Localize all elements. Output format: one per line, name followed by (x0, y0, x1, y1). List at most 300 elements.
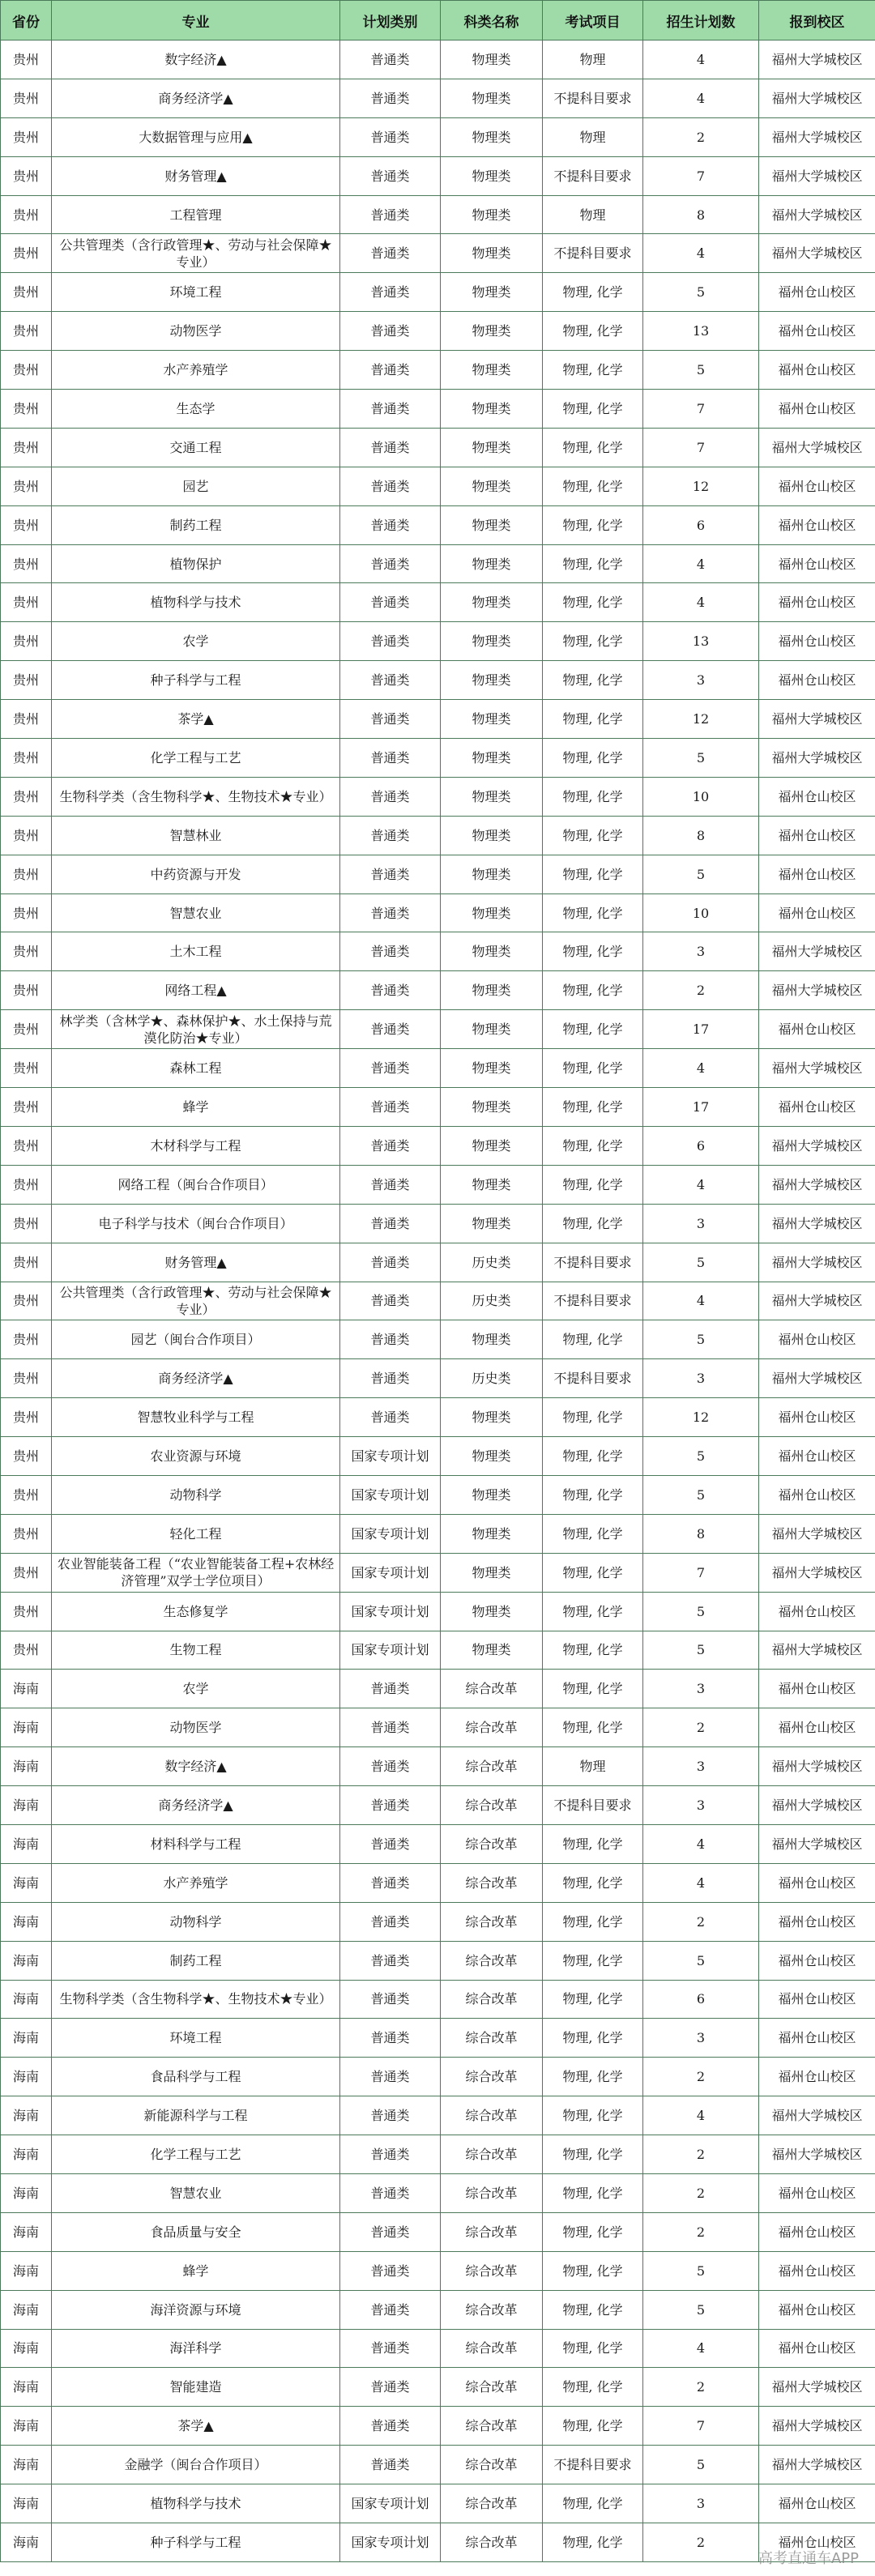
cell-subject-category: 物理类 (441, 855, 543, 893)
cell-province: 贵州 (1, 1088, 52, 1127)
cell-campus: 福州大学城校区 (759, 1359, 875, 1398)
table-row (1, 2290, 875, 2329)
cell-campus: 福州大学城校区 (759, 2135, 875, 2174)
cell-campus: 福州仓山校区 (759, 2290, 875, 2329)
cell-campus: 福州仓山校区 (759, 2523, 875, 2562)
cell-campus: 福州大学城校区 (759, 1049, 875, 1088)
cell-subject-category: 物理类 (441, 1088, 543, 1127)
cell-major: 财务管理▲ (52, 156, 340, 195)
cell-campus: 福州大学城校区 (759, 1126, 875, 1165)
cell-province: 贵州 (1, 390, 52, 429)
cell-exam-subjects: 物理 (543, 41, 643, 79)
table-row (1, 195, 875, 234)
cell-enrollment-count: 4 (643, 1049, 759, 1088)
table-row (1, 1941, 875, 1980)
cell-campus: 福州仓山校区 (759, 2251, 875, 2290)
cell-enrollment-count: 3 (643, 661, 759, 700)
cell-major: 生物科学类（含生物科学★、生物技术★专业） (52, 1980, 340, 2019)
cell-major: 动物科学 (52, 1902, 340, 1941)
cell-enrollment-count: 10 (643, 777, 759, 816)
cell-enrollment-count: 12 (643, 467, 759, 505)
cell-exam-subjects: 物理, 化学 (543, 1863, 643, 1902)
cell-campus: 福州仓山校区 (759, 1708, 875, 1747)
cell-major: 工程管理 (52, 195, 340, 234)
table-row (1, 1475, 875, 1514)
cell-enrollment-count: 3 (643, 932, 759, 971)
cell-enrollment-count: 5 (643, 1631, 759, 1670)
cell-subject-category: 综合改革 (441, 2058, 543, 2096)
cell-exam-subjects: 物理, 化学 (543, 583, 643, 622)
cell-exam-subjects: 物理, 化学 (543, 622, 643, 661)
cell-plan-type: 普通类 (340, 1359, 441, 1398)
cell-campus: 福州大学城校区 (759, 1243, 875, 1282)
cell-province: 贵州 (1, 312, 52, 351)
cell-province: 贵州 (1, 428, 52, 467)
cell-subject-category: 物理类 (441, 816, 543, 855)
table-row (1, 234, 875, 273)
cell-enrollment-count: 4 (643, 1165, 759, 1204)
cell-plan-type: 普通类 (340, 2290, 441, 2329)
cell-exam-subjects: 物理, 化学 (543, 739, 643, 778)
cell-campus: 福州仓山校区 (759, 893, 875, 932)
cell-exam-subjects: 物理, 化学 (543, 777, 643, 816)
cell-major: 商务经济学▲ (52, 79, 340, 117)
cell-plan-type: 普通类 (340, 234, 441, 273)
cell-campus: 福州仓山校区 (759, 816, 875, 855)
cell-subject-category: 物理类 (441, 467, 543, 505)
cell-province: 贵州 (1, 1592, 52, 1631)
cell-plan-type: 普通类 (340, 583, 441, 622)
cell-subject-category: 综合改革 (441, 2135, 543, 2174)
cell-subject-category: 综合改革 (441, 2212, 543, 2251)
cell-exam-subjects: 物理, 化学 (543, 661, 643, 700)
cell-major: 动物科学 (52, 1475, 340, 1514)
cell-enrollment-count: 4 (643, 79, 759, 117)
cell-major: 数字经济▲ (52, 1747, 340, 1786)
cell-major: 土木工程 (52, 932, 340, 971)
cell-subject-category: 物理类 (441, 739, 543, 778)
cell-plan-type: 普通类 (340, 1165, 441, 1204)
cell-campus: 福州大学城校区 (759, 1553, 875, 1592)
table-row (1, 79, 875, 117)
cell-subject-category: 综合改革 (441, 2523, 543, 2562)
cell-province: 贵州 (1, 1359, 52, 1398)
cell-campus: 福州大学城校区 (759, 932, 875, 971)
cell-plan-type: 普通类 (340, 156, 441, 195)
cell-subject-category: 综合改革 (441, 1902, 543, 1941)
table-row (1, 1863, 875, 1902)
cell-province: 海南 (1, 2407, 52, 2446)
cell-campus: 福州仓山校区 (759, 312, 875, 351)
cell-subject-category: 物理类 (441, 1126, 543, 1165)
cell-campus: 福州大学城校区 (759, 971, 875, 1010)
cell-exam-subjects: 物理, 化学 (543, 505, 643, 544)
cell-plan-type: 普通类 (340, 273, 441, 312)
cell-major: 林学类（含林学★、森林保护★、水土保持与荒漠化防治★专业） (52, 1010, 340, 1049)
cell-province: 海南 (1, 1863, 52, 1902)
cell-major: 生物科学类（含生物科学★、生物技术★专业） (52, 777, 340, 816)
table-row (1, 816, 875, 855)
table-row (1, 1359, 875, 1398)
cell-plan-type: 国家专项计划 (340, 2484, 441, 2523)
header-subject-category: 科类名称 (441, 1, 543, 41)
cell-enrollment-count: 7 (643, 428, 759, 467)
cell-major: 公共管理类（含行政管理★、劳动与社会保障★专业） (52, 234, 340, 273)
cell-campus: 福州大学城校区 (759, 1747, 875, 1786)
cell-enrollment-count: 2 (643, 1902, 759, 1941)
cell-plan-type: 普通类 (340, 971, 441, 1010)
cell-plan-type: 普通类 (340, 2368, 441, 2407)
cell-enrollment-count: 4 (643, 1282, 759, 1320)
cell-enrollment-count: 5 (643, 739, 759, 778)
cell-campus: 福州仓山校区 (759, 2484, 875, 2523)
cell-exam-subjects: 物理, 化学 (543, 1592, 643, 1631)
cell-subject-category: 物理类 (441, 428, 543, 467)
cell-subject-category: 物理类 (441, 312, 543, 351)
cell-province: 贵州 (1, 739, 52, 778)
cell-subject-category: 物理类 (441, 1631, 543, 1670)
cell-exam-subjects: 物理 (543, 1747, 643, 1786)
cell-plan-type: 普通类 (340, 1863, 441, 1902)
cell-enrollment-count: 7 (643, 390, 759, 429)
cell-province: 贵州 (1, 544, 52, 583)
cell-major: 金融学（闽台合作项目） (52, 2446, 340, 2484)
cell-plan-type: 普通类 (340, 2019, 441, 2058)
cell-exam-subjects: 不提科目要求 (543, 234, 643, 273)
cell-subject-category: 综合改革 (441, 1824, 543, 1863)
cell-subject-category: 物理类 (441, 156, 543, 195)
table-body (1, 41, 875, 2562)
cell-subject-category: 物理类 (441, 1165, 543, 1204)
cell-enrollment-count: 3 (643, 2484, 759, 2523)
cell-exam-subjects: 物理, 化学 (543, 2329, 643, 2368)
cell-campus: 福州仓山校区 (759, 2058, 875, 2096)
cell-enrollment-count: 2 (643, 2523, 759, 2562)
cell-province: 贵州 (1, 273, 52, 312)
cell-province: 贵州 (1, 467, 52, 505)
cell-province: 贵州 (1, 1049, 52, 1088)
cell-campus: 福州仓山校区 (759, 1010, 875, 1049)
cell-campus: 福州大学城校区 (759, 117, 875, 156)
cell-subject-category: 综合改革 (441, 2446, 543, 2484)
cell-subject-category: 综合改革 (441, 1863, 543, 1902)
table-row (1, 1320, 875, 1359)
cell-plan-type: 普通类 (340, 932, 441, 971)
cell-campus: 福州仓山校区 (759, 661, 875, 700)
cell-major: 网络工程（闽台合作项目） (52, 1165, 340, 1204)
table-row (1, 2407, 875, 2446)
cell-plan-type: 普通类 (340, 544, 441, 583)
cell-campus: 福州大学城校区 (759, 1204, 875, 1243)
cell-plan-type: 普通类 (340, 2173, 441, 2212)
cell-exam-subjects: 物理, 化学 (543, 2019, 643, 2058)
cell-major: 种子科学与工程 (52, 661, 340, 700)
cell-major: 植物科学与技术 (52, 583, 340, 622)
cell-subject-category: 历史类 (441, 1359, 543, 1398)
cell-major: 茶学▲ (52, 2407, 340, 2446)
table-row (1, 544, 875, 583)
cell-province: 海南 (1, 1708, 52, 1747)
cell-major: 生态学 (52, 390, 340, 429)
cell-plan-type: 普通类 (340, 428, 441, 467)
cell-major: 智慧林业 (52, 816, 340, 855)
cell-exam-subjects: 物理, 化学 (543, 1670, 643, 1708)
cell-major: 新能源科学与工程 (52, 2096, 340, 2135)
cell-province: 贵州 (1, 855, 52, 893)
cell-exam-subjects: 物理, 化学 (543, 1398, 643, 1437)
cell-enrollment-count: 2 (643, 2058, 759, 2096)
cell-exam-subjects: 物理, 化学 (543, 1437, 643, 1476)
cell-subject-category: 物理类 (441, 1475, 543, 1514)
cell-plan-type: 普通类 (340, 1902, 441, 1941)
cell-exam-subjects: 不提科目要求 (543, 1282, 643, 1320)
cell-subject-category: 综合改革 (441, 1747, 543, 1786)
cell-plan-type: 国家专项计划 (340, 1553, 441, 1592)
cell-enrollment-count: 2 (643, 2368, 759, 2407)
cell-enrollment-count: 10 (643, 893, 759, 932)
table-row (1, 1786, 875, 1825)
cell-enrollment-count: 5 (643, 1437, 759, 1476)
cell-province: 海南 (1, 1902, 52, 1941)
cell-plan-type: 国家专项计划 (340, 2523, 441, 2562)
cell-subject-category: 综合改革 (441, 2484, 543, 2523)
cell-province: 海南 (1, 1786, 52, 1825)
cell-province: 海南 (1, 2329, 52, 2368)
table-row (1, 1088, 875, 1127)
cell-major: 园艺（闽台合作项目） (52, 1320, 340, 1359)
table-row (1, 1553, 875, 1592)
cell-major: 种子科学与工程 (52, 2523, 340, 2562)
cell-enrollment-count: 4 (643, 2096, 759, 2135)
cell-subject-category: 物理类 (441, 1553, 543, 1592)
table-row (1, 855, 875, 893)
cell-province: 贵州 (1, 41, 52, 79)
cell-enrollment-count: 3 (643, 1786, 759, 1825)
cell-plan-type: 普通类 (340, 117, 441, 156)
table-row (1, 2446, 875, 2484)
cell-province: 海南 (1, 2368, 52, 2407)
cell-province: 贵州 (1, 777, 52, 816)
cell-plan-type: 普通类 (340, 390, 441, 429)
cell-enrollment-count: 5 (643, 855, 759, 893)
cell-campus: 福州仓山校区 (759, 1088, 875, 1127)
cell-enrollment-count: 13 (643, 622, 759, 661)
cell-exam-subjects: 物理, 化学 (543, 2173, 643, 2212)
cell-campus: 福州大学城校区 (759, 195, 875, 234)
cell-exam-subjects: 物理, 化学 (543, 2523, 643, 2562)
cell-major: 化学工程与工艺 (52, 2135, 340, 2174)
cell-exam-subjects: 物理, 化学 (543, 390, 643, 429)
cell-major: 商务经济学▲ (52, 1786, 340, 1825)
cell-plan-type: 国家专项计划 (340, 1631, 441, 1670)
cell-enrollment-count: 17 (643, 1088, 759, 1127)
cell-exam-subjects: 物理, 化学 (543, 2484, 643, 2523)
cell-campus: 福州仓山校区 (759, 855, 875, 893)
cell-plan-type: 普通类 (340, 2329, 441, 2368)
cell-exam-subjects: 不提科目要求 (543, 1359, 643, 1398)
cell-exam-subjects: 物理, 化学 (543, 1708, 643, 1747)
cell-campus: 福州仓山校区 (759, 1320, 875, 1359)
cell-subject-category: 物理类 (441, 1010, 543, 1049)
cell-subject-category: 综合改革 (441, 1941, 543, 1980)
cell-plan-type: 普通类 (340, 700, 441, 739)
cell-plan-type: 普通类 (340, 1243, 441, 1282)
cell-major: 动物医学 (52, 312, 340, 351)
cell-exam-subjects: 物理, 化学 (543, 1010, 643, 1049)
cell-campus: 福州大学城校区 (759, 156, 875, 195)
cell-plan-type: 普通类 (340, 1824, 441, 1863)
cell-campus: 福州仓山校区 (759, 2212, 875, 2251)
cell-plan-type: 普通类 (340, 1747, 441, 1786)
cell-province: 海南 (1, 2058, 52, 2096)
cell-province: 贵州 (1, 622, 52, 661)
cell-enrollment-count: 5 (643, 2290, 759, 2329)
cell-plan-type: 普通类 (340, 467, 441, 505)
cell-plan-type: 普通类 (340, 1708, 441, 1747)
cell-subject-category: 物理类 (441, 505, 543, 544)
cell-exam-subjects: 物理, 化学 (543, 2212, 643, 2251)
cell-exam-subjects: 物理, 化学 (543, 893, 643, 932)
cell-major: 蜂学 (52, 2251, 340, 2290)
cell-subject-category: 物理类 (441, 1398, 543, 1437)
cell-campus: 福州仓山校区 (759, 1902, 875, 1941)
cell-province: 海南 (1, 1824, 52, 1863)
cell-subject-category: 物理类 (441, 932, 543, 971)
header-enrollment-count: 招生计划数 (643, 1, 759, 41)
table-row (1, 893, 875, 932)
table-row (1, 351, 875, 390)
cell-major: 森林工程 (52, 1049, 340, 1088)
cell-campus: 福州大学城校区 (759, 2407, 875, 2446)
cell-province: 贵州 (1, 816, 52, 855)
table-row (1, 1747, 875, 1786)
cell-major: 生物工程 (52, 1631, 340, 1670)
cell-campus: 福州大学城校区 (759, 234, 875, 273)
cell-province: 贵州 (1, 1204, 52, 1243)
cell-province: 海南 (1, 2523, 52, 2562)
table-row (1, 2368, 875, 2407)
cell-exam-subjects: 物理, 化学 (543, 2290, 643, 2329)
cell-plan-type: 普通类 (340, 893, 441, 932)
cell-plan-type: 普通类 (340, 195, 441, 234)
cell-enrollment-count: 6 (643, 1126, 759, 1165)
cell-subject-category: 物理类 (441, 234, 543, 273)
cell-province: 贵州 (1, 1437, 52, 1476)
cell-enrollment-count: 7 (643, 156, 759, 195)
cell-campus: 福州大学城校区 (759, 1631, 875, 1670)
cell-major: 材料科学与工程 (52, 1824, 340, 1863)
cell-subject-category: 综合改革 (441, 1708, 543, 1747)
cell-plan-type: 普通类 (340, 1980, 441, 2019)
cell-subject-category: 物理类 (441, 117, 543, 156)
cell-campus: 福州大学城校区 (759, 2446, 875, 2484)
cell-major: 园艺 (52, 467, 340, 505)
table-row (1, 2019, 875, 2058)
cell-subject-category: 综合改革 (441, 2019, 543, 2058)
cell-campus: 福州大学城校区 (759, 41, 875, 79)
cell-exam-subjects: 物理, 化学 (543, 2135, 643, 2174)
cell-province: 海南 (1, 2135, 52, 2174)
cell-exam-subjects: 物理, 化学 (543, 467, 643, 505)
cell-plan-type: 国家专项计划 (340, 1475, 441, 1514)
cell-plan-type: 普通类 (340, 351, 441, 390)
cell-province: 海南 (1, 2484, 52, 2523)
cell-plan-type: 普通类 (340, 505, 441, 544)
cell-plan-type: 普通类 (340, 1941, 441, 1980)
cell-province: 贵州 (1, 661, 52, 700)
cell-campus: 福州大学城校区 (759, 1165, 875, 1204)
cell-major: 交通工程 (52, 428, 340, 467)
cell-campus: 福州仓山校区 (759, 1437, 875, 1476)
cell-province: 贵州 (1, 1631, 52, 1670)
cell-exam-subjects: 物理, 化学 (543, 1320, 643, 1359)
table-row (1, 2212, 875, 2251)
cell-province: 海南 (1, 2251, 52, 2290)
header-campus: 报到校区 (759, 1, 875, 41)
table-row (1, 583, 875, 622)
cell-plan-type: 普通类 (340, 41, 441, 79)
cell-campus: 福州大学城校区 (759, 1786, 875, 1825)
cell-enrollment-count: 12 (643, 700, 759, 739)
cell-exam-subjects: 物理, 化学 (543, 544, 643, 583)
cell-subject-category: 物理类 (441, 79, 543, 117)
cell-exam-subjects: 物理, 化学 (543, 855, 643, 893)
cell-plan-type: 普通类 (340, 1670, 441, 1708)
cell-plan-type: 普通类 (340, 1398, 441, 1437)
cell-enrollment-count: 6 (643, 505, 759, 544)
cell-campus: 福州仓山校区 (759, 544, 875, 583)
cell-subject-category: 物理类 (441, 661, 543, 700)
cell-enrollment-count: 2 (643, 2173, 759, 2212)
cell-major: 海洋资源与环境 (52, 2290, 340, 2329)
cell-exam-subjects: 物理, 化学 (543, 1553, 643, 1592)
cell-plan-type: 普通类 (340, 2058, 441, 2096)
cell-major: 木材科学与工程 (52, 1126, 340, 1165)
cell-subject-category: 综合改革 (441, 2368, 543, 2407)
cell-plan-type: 普通类 (340, 622, 441, 661)
cell-major: 水产养殖学 (52, 1863, 340, 1902)
cell-campus: 福州大学城校区 (759, 1514, 875, 1553)
cell-subject-category: 物理类 (441, 1514, 543, 1553)
cell-province: 贵州 (1, 1320, 52, 1359)
cell-province: 贵州 (1, 1010, 52, 1049)
cell-plan-type: 普通类 (340, 2407, 441, 2446)
cell-major: 商务经济学▲ (52, 1359, 340, 1398)
table-row (1, 1514, 875, 1553)
cell-enrollment-count: 13 (643, 312, 759, 351)
cell-major: 轻化工程 (52, 1514, 340, 1553)
cell-province: 贵州 (1, 1514, 52, 1553)
cell-enrollment-count: 12 (643, 1398, 759, 1437)
cell-subject-category: 综合改革 (441, 2290, 543, 2329)
table-row (1, 1670, 875, 1708)
cell-enrollment-count: 5 (643, 1320, 759, 1359)
cell-subject-category: 物理类 (441, 544, 543, 583)
cell-major: 电子科学与技术（闽台合作项目） (52, 1204, 340, 1243)
cell-campus: 福州大学城校区 (759, 2368, 875, 2407)
cell-exam-subjects: 物理 (543, 195, 643, 234)
table-row (1, 1204, 875, 1243)
cell-plan-type: 普通类 (340, 1010, 441, 1049)
table-row (1, 117, 875, 156)
cell-province: 贵州 (1, 583, 52, 622)
cell-subject-category: 物理类 (441, 893, 543, 932)
cell-exam-subjects: 物理, 化学 (543, 1126, 643, 1165)
cell-exam-subjects: 物理, 化学 (543, 700, 643, 739)
cell-enrollment-count: 2 (643, 2135, 759, 2174)
cell-campus: 福州仓山校区 (759, 1592, 875, 1631)
cell-subject-category: 综合改革 (441, 2329, 543, 2368)
